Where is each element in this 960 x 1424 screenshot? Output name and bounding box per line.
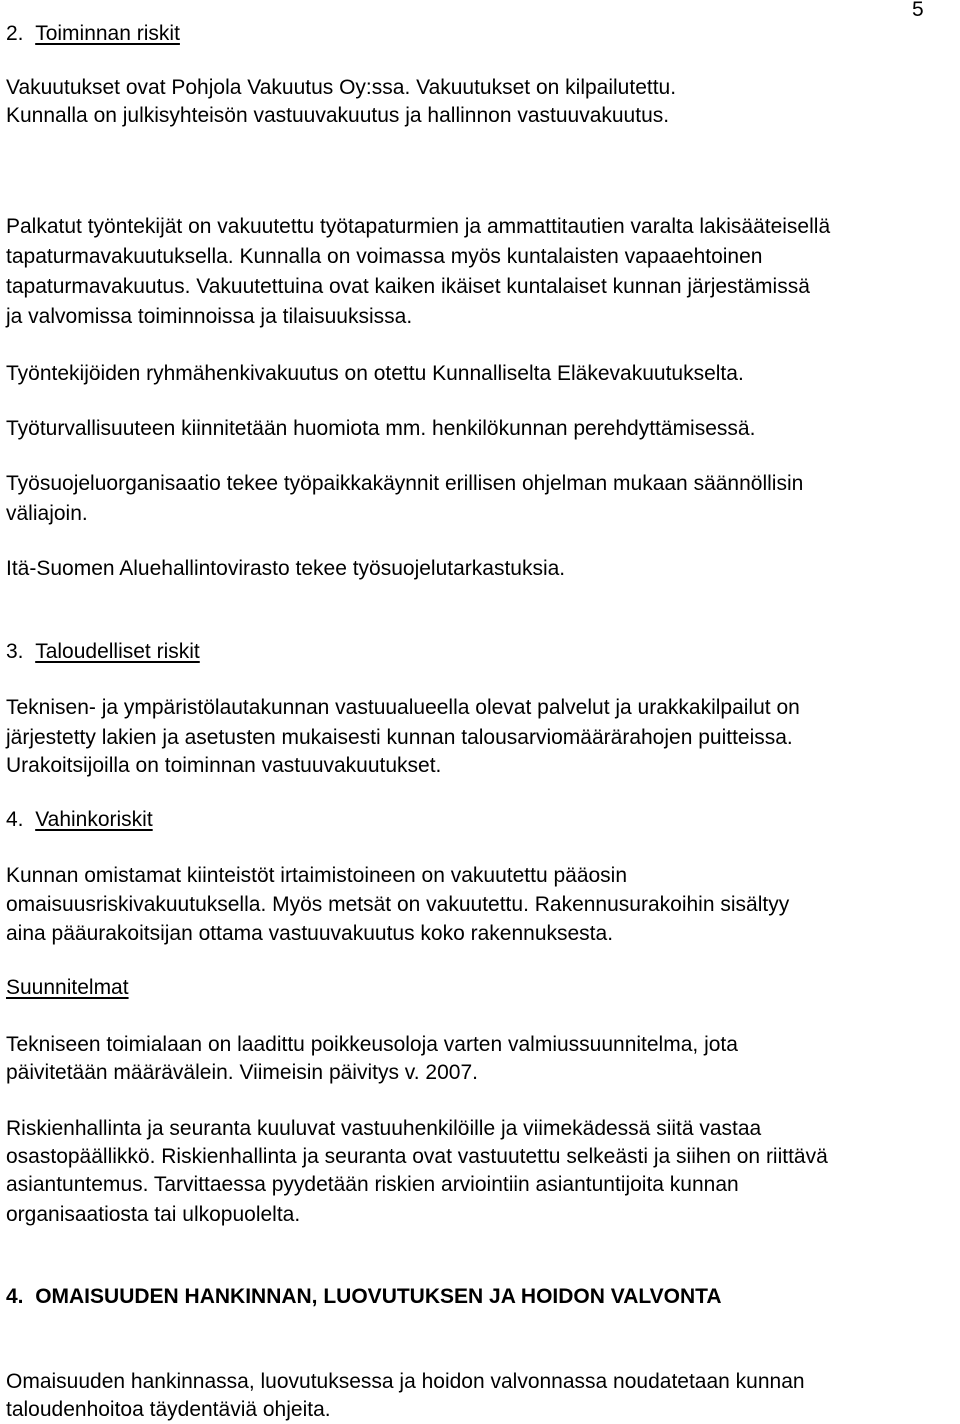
text-line: Kunnan omistamat kiinteistöt irtaimistoineen on vakuutettu pääosin [6,864,628,887]
text-line: Työturvallisuuteen kiinnitetään huomiota mm. henkilökunnan perehdyttämisessä. [6,417,756,440]
text-line: taloudenhoitoa täydentäviä ohjeita. [6,1398,331,1421]
section-heading-2 [6,20,180,48]
text-line: organisaatiosta tai ulkopuolelta. [6,1203,301,1226]
section-heading-4 [6,806,153,834]
section-number: 4. [6,808,24,831]
section-number: 3. [6,640,24,663]
section-title: Taloudelliset riskit [35,640,200,663]
text-line: osastopäällikkö. Riskienhallinta ja seuranta ovat vastuutettu selkeästi ja siihen on riittävä [6,1145,828,1168]
text-line: tapaturmavakuutus. Vakuutettuina ovat kaiken ikäiset kuntalaiset kunnan järjestämissä [6,275,810,298]
text-line: Itä-Suomen Aluehallintovirasto tekee työsuojelutarkastuksia. [6,557,566,580]
text-line: Teknisen- ja ympäristölautakunnan vastuualueella olevat palvelut ja urakkakilpailut on [6,696,800,719]
section-title: Vahinkoriskit [35,808,153,831]
text-line: Palkatut työntekijät on vakuutettu työtapaturmien ja ammattitautien varalta lakisääteisellä [6,215,831,238]
section-heading-3 [6,638,200,666]
section-number: 4. [6,1285,24,1308]
text-line: Tekniseen toimialaan on laadittu poikkeusoloja varten valmiussuunnitelma, jota [6,1033,738,1056]
section-title: Toiminnan riskit [35,22,180,45]
text-line: aina pääurakoitsijan ottama vastuuvakuutus koko rakennuksesta. [6,922,614,945]
text-line: Omaisuuden hankinnassa, luovutuksessa ja hoidon valvonnassa noudatetaan kunnan [6,1370,805,1393]
text-line: Työsuojeluorganisaatio tekee työpaikkakäynnit erillisen ohjelman mukaan säännöllisin [6,472,804,495]
text-line: järjestetty lakien ja asetusten mukaisesti kunnan talousarviomäärärahojen puitteissa. [6,726,793,749]
text-line: Urakoitsijoilla on toiminnan vastuuvakuutukset. [6,754,442,777]
main-heading-4 [6,1283,722,1311]
text-line: Työntekijöiden ryhmähenkivakuutus on otettu Kunnalliselta Eläkevakuutukselta. [6,362,744,385]
text-line: Riskienhallinta ja seuranta kuuluvat vastuuhenkilöille ja viimekädessä siitä vastaa [6,1117,762,1140]
text-line: omaisuusriskivakuutuksella. Myös metsät on vakuutettu. Rakennusurakoihin sisältyy [6,893,790,916]
text-line: väliajoin. [6,502,88,525]
section-number: 2. [6,22,24,45]
text-line: ja valvomissa toiminnoissa ja tilaisuuksissa. [6,305,413,328]
text-line: Vakuutukset ovat Pohjola Vakuutus Oy:ssa. Vakuutukset on kilpailutettu. [6,76,677,99]
text-line: tapaturmavakuutuksella. Kunnalla on voimassa myös kuntalaisten vapaaehtoinen [6,245,763,268]
page-number: 5 [912,0,924,21]
plans-heading: Suunnitelmat [6,976,129,999]
text-line: asiantuntemus. Tarvittaessa pyydetään riskien arviointiin asiantuntijoita kunnan [6,1173,739,1196]
section-title: OMAISUUDEN HANKINNAN, LUOVUTUKSEN JA HOIDON VALVONTA [35,1285,722,1308]
text-line: päivitetään määrävälein. Viimeisin päivitys v. 2007. [6,1061,478,1084]
text-line: Kunnalla on julkisyhteisön vastuuvakuutus ja hallinnon vastuuvakuutus. [6,104,670,127]
